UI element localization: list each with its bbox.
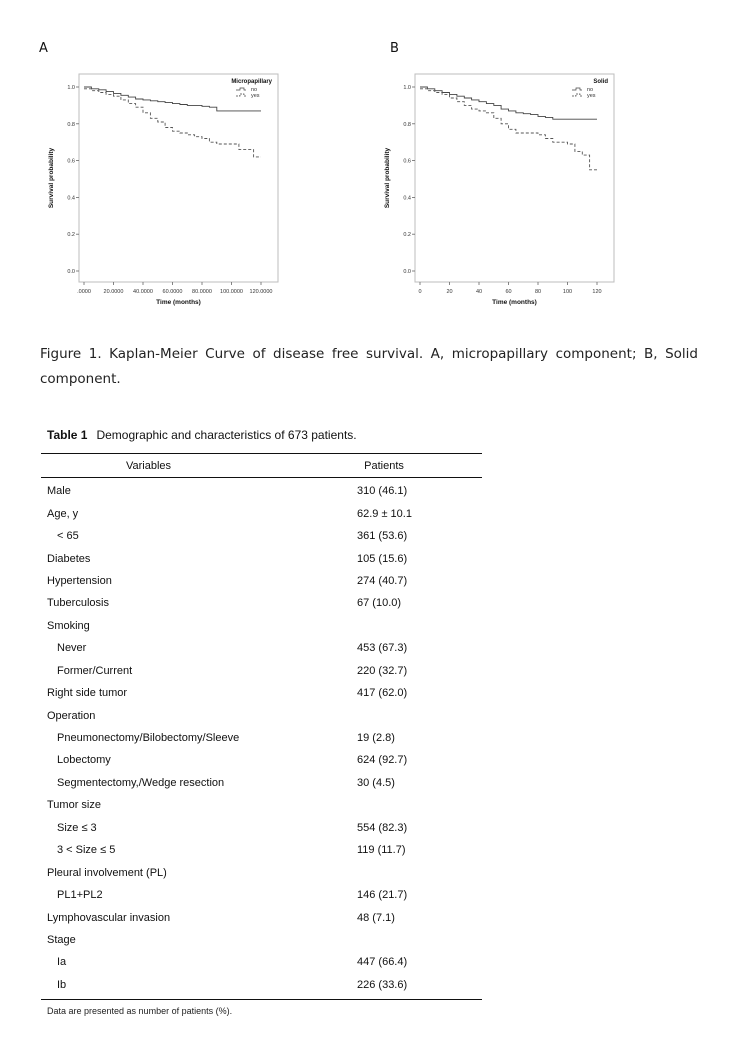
legend-item-no: no: [251, 87, 258, 93]
table-row: [41, 592, 482, 614]
row-value: 220 (32.7): [357, 664, 408, 677]
row-label: Ib: [57, 978, 67, 991]
x-tick-label: 60.0000: [162, 289, 183, 295]
row-label: Segmentectomy,/Wedge resection: [57, 776, 225, 789]
row-value: 554 (82.3): [357, 821, 408, 834]
row-label: Size ≤ 3: [57, 821, 97, 834]
x-tick-label: 100: [562, 289, 573, 295]
y-tick-label: 0.4: [67, 195, 75, 202]
y-tick-label: 1.0: [403, 85, 411, 91]
legend-title: Micropapillary: [231, 79, 272, 85]
legend-item-yes: yes: [251, 93, 260, 99]
km-curve-yes: [84, 89, 261, 157]
table-row: [41, 637, 482, 659]
y-tick-label: 0.2: [67, 232, 75, 239]
row-label: Age, y: [47, 507, 79, 520]
table-row: [41, 547, 482, 569]
table-body: [41, 478, 482, 999]
table-row: [41, 884, 482, 906]
row-value: 274 (40.7): [357, 574, 408, 587]
table-row: [41, 525, 482, 547]
row-label: Lymphovascular invasion: [47, 911, 171, 924]
row-value: 310 (46.1): [357, 485, 408, 498]
figure-caption: Figure 1. Kaplan-Meier Curve of disease free survival. A, micropapillary component; B, Solid component.: [40, 346, 698, 387]
table-row: [41, 906, 482, 928]
y-axis-label: Survival probability: [384, 147, 391, 209]
row-label: PL1+PL2: [57, 889, 103, 902]
table-row: [41, 817, 482, 839]
y-tick-label: 0.6: [67, 158, 75, 165]
legend-item-no: no: [587, 87, 594, 93]
y-tick-label: 0.8: [67, 121, 75, 128]
row-value: 417 (62.0): [357, 687, 408, 700]
row-label: Pneumonectomy/Bilobectomy/Sleeve: [57, 732, 240, 745]
km-chart-b-svg: [380, 70, 620, 306]
row-label: Tuberculosis: [47, 597, 109, 610]
plot-frame: [79, 74, 278, 282]
table-row: [41, 480, 482, 502]
row-label: < 65: [57, 530, 79, 543]
km-chart-solid: [380, 70, 620, 306]
row-value: 119 (11.7): [357, 844, 406, 857]
x-tick-label: 20: [446, 289, 453, 295]
row-value: 624 (92.7): [357, 754, 408, 767]
km-curve-no: [420, 87, 597, 119]
y-tick-label: 0.0: [67, 269, 75, 275]
row-label: Pleural involvement (PL): [47, 866, 167, 879]
x-tick-label: 80.0000: [192, 289, 212, 295]
row-label: Hypertension: [47, 574, 112, 587]
row-value: 67 (10.0): [357, 597, 402, 610]
table-bottom-rule: [41, 999, 482, 1000]
km-chart-a-svg: [44, 70, 284, 306]
row-value: 105 (15.6): [357, 552, 408, 565]
row-value: 48 (7.1): [357, 911, 395, 924]
legend-swatch-yes: [572, 94, 582, 96]
plot-frame: [415, 74, 614, 282]
table-row: [41, 974, 482, 996]
km-curve-yes: [420, 89, 597, 170]
row-label: Lobectomy: [57, 754, 111, 767]
x-tick-label: .0000: [77, 289, 91, 295]
row-value: 447 (66.4): [357, 956, 408, 969]
row-value: 453 (67.3): [357, 642, 408, 655]
y-tick-label: 0.8: [403, 121, 411, 128]
panel-letter-b: B: [390, 41, 399, 56]
table-row: [41, 839, 482, 861]
table-row: [41, 570, 482, 592]
x-tick-label: 0: [418, 289, 422, 295]
row-value: 361 (53.6): [357, 530, 408, 543]
column-header-patients: Patients: [364, 459, 404, 472]
row-label: Ia: [57, 956, 67, 969]
table-row: [41, 951, 482, 973]
km-chart-micropapillary: [44, 70, 284, 306]
table-header-row: [41, 454, 482, 477]
legend-item-yes: yes: [587, 93, 596, 99]
table-row: [41, 929, 482, 951]
x-axis-label: Time (months): [156, 299, 201, 306]
table-label: Table 1: [47, 428, 88, 442]
row-label: Stage: [47, 933, 76, 946]
x-tick-label: 40.0000: [133, 289, 153, 295]
row-label: Never: [57, 642, 87, 655]
characteristics-table: [41, 453, 482, 1000]
table-row: [41, 749, 482, 771]
table-title-text: Demographic and characteristics of 673 patients.: [96, 428, 357, 442]
row-value: 226 (33.6): [357, 978, 408, 991]
y-axis-label: Survival probability: [48, 147, 55, 209]
y-tick-label: 0.6: [403, 158, 411, 165]
row-value: 146 (21.7): [357, 889, 408, 902]
legend-swatch-no: [572, 88, 582, 90]
table-title: [47, 428, 357, 442]
row-label: Operation: [47, 709, 96, 722]
panel-letter-a: A: [39, 41, 48, 56]
row-label: Diabetes: [47, 552, 91, 565]
km-curve-no: [84, 87, 261, 111]
x-axis-label: Time (months): [492, 299, 537, 306]
column-header-variables: Variables: [125, 459, 172, 472]
x-tick-label: 80: [534, 289, 542, 295]
x-tick-label: 120: [592, 289, 602, 295]
table-row: [41, 727, 482, 749]
legend-title: Solid: [593, 79, 608, 85]
table-row: [41, 861, 482, 883]
x-tick-label: 100.0000: [220, 289, 243, 295]
y-tick-label: 1.0: [67, 85, 75, 91]
row-value: 19 (2.8): [357, 732, 395, 745]
table-row: [41, 682, 482, 704]
row-value: 62.9 ± 10.1: [357, 507, 412, 520]
table-row: [41, 704, 482, 726]
table-footnote: Data are presented as number of patients (%).: [47, 1006, 233, 1016]
x-tick-label: 60: [505, 289, 512, 295]
legend-swatch-yes: [236, 94, 246, 96]
y-tick-label: 0.0: [403, 269, 411, 275]
table-row: [41, 502, 482, 524]
x-tick-label: 120.0000: [249, 289, 273, 295]
x-tick-label: 20.0000: [103, 289, 124, 295]
table-row: [41, 660, 482, 682]
row-label: Former/Current: [57, 664, 133, 677]
row-label: 3 < Size ≤ 5: [57, 844, 116, 857]
row-label: Right side tumor: [47, 687, 128, 700]
row-value: 30 (4.5): [357, 776, 395, 789]
table-row: [41, 772, 482, 794]
row-label: Smoking: [47, 619, 90, 632]
y-tick-label: 0.4: [403, 195, 411, 202]
x-tick-label: 40: [475, 289, 483, 295]
table-row: [41, 615, 482, 637]
legend-swatch-no: [236, 88, 246, 90]
row-label: Tumor size: [47, 799, 101, 812]
row-label: Male: [47, 485, 71, 498]
table-row: [41, 794, 482, 816]
y-tick-label: 0.2: [403, 232, 411, 239]
